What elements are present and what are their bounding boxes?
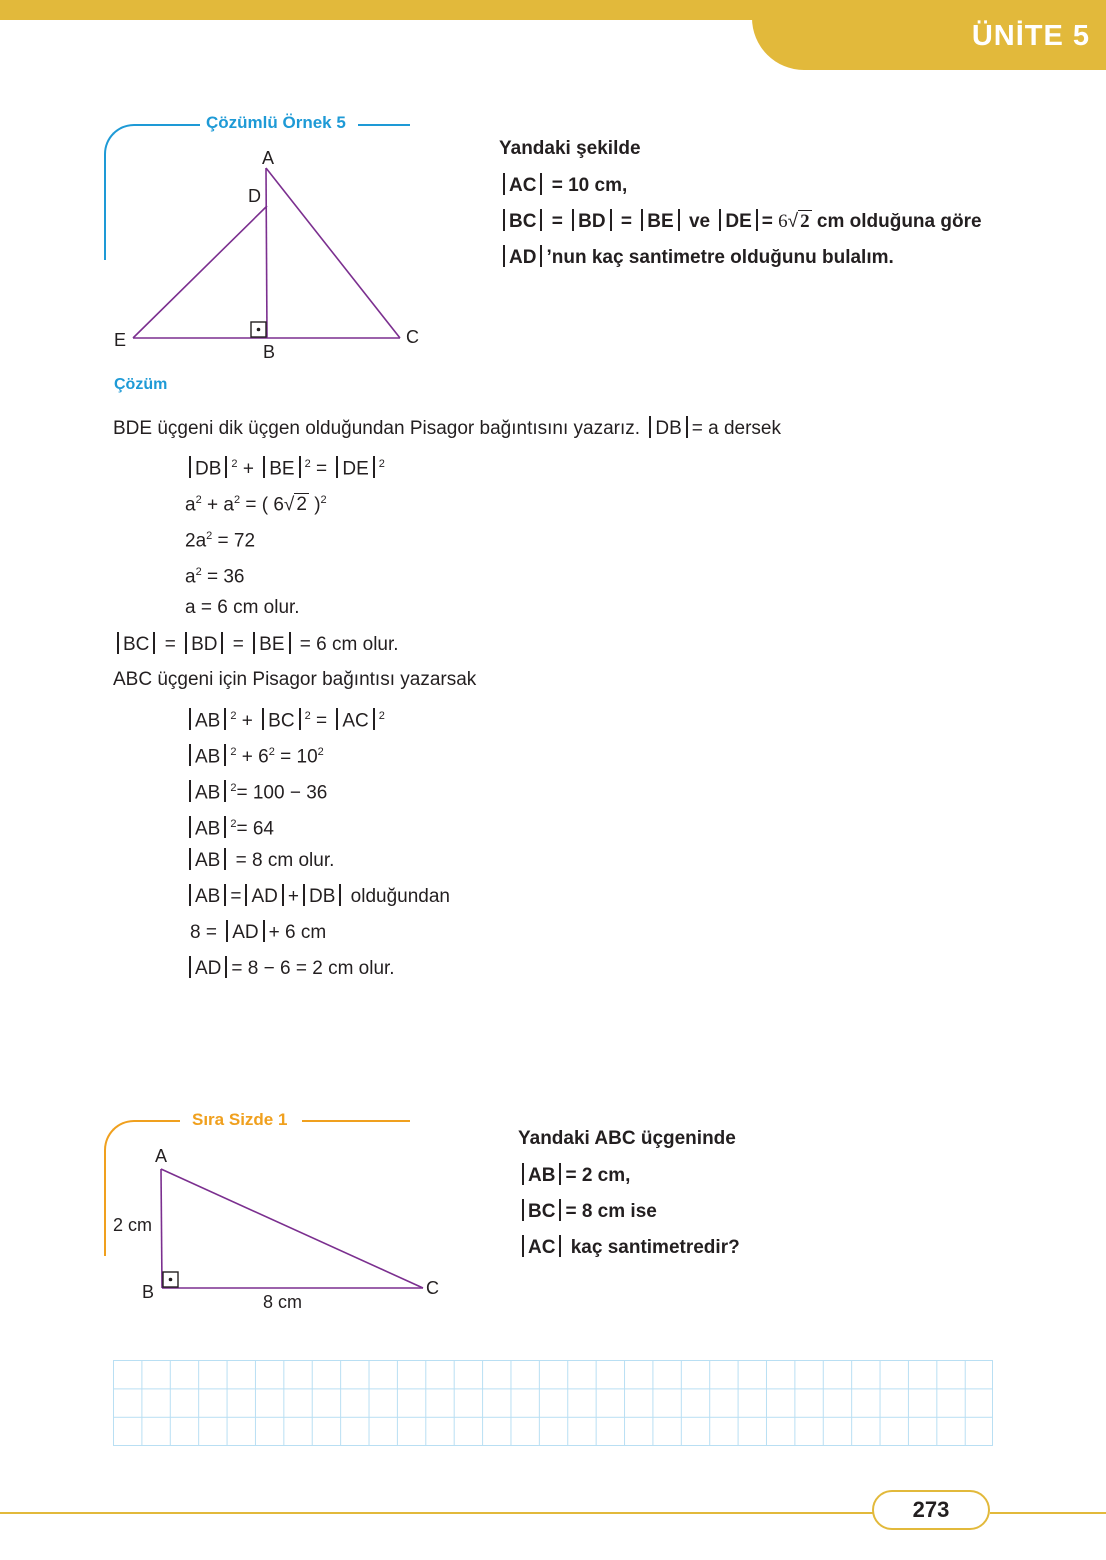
footer-rule-right	[990, 1512, 1106, 1514]
abs-bar	[540, 173, 542, 195]
exp: 2	[268, 746, 275, 758]
seg-ad: AD	[509, 247, 537, 268]
triangle-figure-exercise	[105, 1140, 455, 1320]
footer-rule-left	[0, 1512, 880, 1514]
abs-bar	[224, 848, 226, 870]
example-line2	[499, 173, 627, 198]
abs-bar	[503, 173, 505, 195]
step-14	[190, 920, 326, 945]
abs-bar	[224, 744, 226, 766]
page-number: 273	[872, 1490, 990, 1530]
de-radicand: 2	[800, 211, 810, 232]
abs-bar	[224, 780, 226, 802]
exercise-title: Sıra Sizde 1	[192, 1110, 288, 1129]
segment-ab	[161, 1169, 162, 1288]
abs-bar	[253, 632, 255, 654]
step-13	[185, 884, 450, 909]
abs-bar	[373, 708, 375, 730]
exp: 2	[304, 458, 311, 470]
step-11	[185, 812, 274, 841]
abs-bar	[503, 209, 505, 231]
solution-intro	[113, 416, 781, 441]
exercise-line3	[518, 1199, 657, 1224]
abs-bar	[678, 209, 680, 231]
exercise-line4	[518, 1235, 740, 1260]
result: = 64	[236, 818, 274, 840]
result: = 72	[212, 530, 256, 552]
label-a: A	[155, 1146, 168, 1166]
right-angle-dot	[257, 328, 261, 332]
seg-bc: BC	[528, 1201, 556, 1222]
abs-bar	[185, 632, 187, 654]
answer-grid[interactable]	[113, 1360, 993, 1446]
step-10	[185, 776, 327, 805]
abs-bar	[225, 956, 227, 978]
sqrt-icon: √	[787, 211, 799, 232]
seg: AB	[195, 782, 221, 804]
abs-bar	[299, 708, 301, 730]
seg: AB	[195, 850, 221, 871]
label-a: A	[262, 148, 275, 168]
label-bc-length: 8 cm	[263, 1292, 303, 1312]
example-line1: Yandaki şekilde	[499, 138, 641, 159]
plus: +	[242, 458, 254, 480]
exp: 2	[206, 530, 213, 542]
result: = 6 cm olur.	[299, 634, 399, 655]
abs-bar	[719, 209, 721, 231]
triangle-figure-example	[110, 140, 440, 370]
abs-bar	[522, 1235, 524, 1257]
example-line3	[499, 209, 982, 234]
exp: 2	[230, 818, 237, 830]
equals: =	[761, 211, 773, 232]
abs-bar	[226, 920, 228, 942]
example-title: Çözümlü Örnek 5	[206, 113, 346, 132]
abs-bar	[572, 209, 574, 231]
label-c: C	[406, 327, 419, 347]
term: a	[185, 494, 196, 516]
seg-ac: AC	[509, 175, 537, 196]
abs-bar	[225, 456, 227, 478]
seg: DB	[308, 886, 336, 907]
equals: =	[230, 886, 242, 907]
radicand: 2	[296, 494, 307, 516]
coef: 6	[273, 494, 284, 516]
abs-bar	[117, 632, 119, 654]
exp: 2	[378, 710, 385, 722]
seg: BE	[259, 634, 285, 655]
equals: =	[315, 458, 328, 480]
equals: =	[551, 211, 563, 232]
label-b: B	[142, 1282, 155, 1302]
abs-bar	[245, 884, 247, 906]
label-d: D	[248, 186, 261, 206]
equals: =	[315, 710, 328, 732]
question-text: ’nun kaç santimetre olduğunu bulalım.	[546, 247, 894, 268]
abs-bar	[189, 744, 191, 766]
segment-ab	[266, 168, 267, 338]
unit-title: ÜNİTE 5	[971, 20, 1090, 52]
equals: = (	[240, 494, 269, 516]
step-15	[185, 956, 395, 981]
seg-bd: BD	[578, 211, 606, 232]
plus: +	[241, 710, 253, 732]
abs-bar	[289, 632, 291, 654]
abs-bar	[686, 416, 688, 438]
seg-de: DE	[725, 211, 752, 232]
solution-title: Çözüm	[114, 376, 168, 393]
term: + 6	[236, 746, 269, 768]
seg: BC	[123, 634, 150, 655]
abs-bar	[756, 209, 758, 231]
sqrt-icon: √	[283, 494, 295, 516]
exercise-line2	[518, 1163, 630, 1188]
abs-bar	[224, 884, 226, 906]
abs-bar	[336, 456, 338, 478]
exp: 2	[231, 458, 238, 470]
result: + 6 cm	[268, 922, 327, 943]
abs-bar	[540, 209, 542, 231]
seg-be: BE	[647, 211, 674, 232]
abs-bar	[263, 920, 265, 942]
exp: 2	[230, 746, 237, 758]
seg: AB	[195, 818, 221, 840]
exp: 2	[320, 494, 327, 506]
abs-bar	[221, 632, 223, 654]
abs-bar	[540, 245, 542, 267]
term: 2a	[185, 530, 207, 552]
abs-bar	[189, 780, 191, 802]
label-c: C	[426, 1278, 439, 1298]
abs-bar	[189, 708, 191, 730]
abs-bar	[522, 1163, 524, 1185]
seg: AD	[232, 922, 259, 943]
abs-bar	[522, 1199, 524, 1221]
abs-bar	[559, 1199, 561, 1221]
abs-bar	[189, 848, 191, 870]
seg: DB	[195, 458, 222, 480]
abs-bar	[189, 816, 191, 838]
abs-bar	[282, 884, 284, 906]
exp: 2	[317, 746, 324, 758]
abs-bar	[189, 456, 191, 478]
tail-text: cm olduğuna göre	[816, 211, 982, 232]
seg: AD	[251, 886, 278, 907]
step-5: a = 6 cm olur.	[185, 597, 300, 618]
abs-bar	[503, 245, 505, 267]
equals: =	[164, 634, 176, 655]
result: = 100 − 36	[236, 782, 328, 804]
result: = 36	[201, 566, 245, 588]
tail-text: olduğundan	[350, 886, 450, 907]
exercise-line1: Yandaki ABC üçgeninde	[518, 1128, 736, 1149]
term: 8 =	[190, 922, 217, 943]
step-9	[185, 740, 324, 769]
exp: 2	[304, 710, 311, 722]
step-8	[185, 704, 385, 733]
result: = 8 − 6 = 2 cm olur.	[231, 958, 395, 979]
step-6	[113, 632, 399, 657]
step-1	[185, 452, 385, 481]
abs-bar	[262, 708, 264, 730]
paren: )	[314, 494, 321, 516]
seg: AB	[195, 710, 221, 732]
example-line4	[499, 245, 894, 270]
seg: BC	[268, 710, 295, 732]
seg-ab: AB	[528, 1165, 556, 1186]
bc-value: = 8 cm ise	[565, 1201, 657, 1222]
abs-bar	[303, 884, 305, 906]
step-3	[185, 524, 255, 553]
label-e: E	[114, 330, 127, 350]
example-title-rule-right	[358, 124, 410, 126]
abs-bar	[299, 456, 301, 478]
exp: 2	[230, 710, 237, 722]
seg: AC	[342, 710, 369, 732]
abs-bar	[153, 632, 155, 654]
exp: 2	[233, 494, 241, 506]
right-angle-dot	[169, 1278, 173, 1282]
abs-bar	[189, 884, 191, 906]
abs-bar	[263, 456, 265, 478]
equals: =	[620, 211, 632, 232]
abs-bar	[373, 456, 375, 478]
segment-ac	[161, 1169, 423, 1288]
result: = 8 cm olur.	[235, 850, 335, 871]
step-4	[185, 560, 245, 589]
abs-bar	[641, 209, 643, 231]
abs-bar	[610, 209, 612, 231]
intro-text: BDE üçgeni dik üçgen olduğundan Pisagor bağıntısını yazarız.	[113, 418, 641, 439]
abs-bar	[339, 884, 341, 906]
abs-bar	[649, 416, 651, 438]
plus: +	[287, 886, 299, 907]
ab-value: = 2 cm,	[565, 1165, 631, 1186]
seg-bc: BC	[509, 211, 537, 232]
exp: 2	[195, 566, 202, 578]
equals: =	[232, 634, 244, 655]
term: + a	[201, 494, 234, 516]
segment-ac	[266, 168, 400, 338]
abs-bar	[224, 816, 226, 838]
example-title-rule-left	[196, 124, 200, 126]
intro-tail: = a dersek	[691, 418, 781, 439]
exp: 2	[378, 458, 385, 470]
step-2	[185, 488, 327, 517]
result: = 10	[274, 746, 318, 768]
seg: BE	[269, 458, 295, 480]
step-7: ABC üçgeni için Pisagor bağıntısı yazarsak	[113, 669, 477, 690]
exp: 2	[195, 494, 202, 506]
word-ve: ve	[688, 211, 711, 232]
de-coef: 6	[778, 211, 788, 232]
abs-bar	[559, 1163, 561, 1185]
seg: BD	[191, 634, 218, 655]
seg-db: DB	[655, 418, 682, 439]
question-text: kaç santimetredir?	[570, 1237, 740, 1258]
seg-ac: AC	[528, 1237, 556, 1258]
segment-ed	[133, 206, 267, 338]
seg: AD	[195, 958, 222, 979]
term: a	[185, 566, 196, 588]
seg: AB	[195, 886, 221, 907]
exp: 2	[230, 782, 237, 794]
ac-value: = 10 cm,	[551, 175, 628, 196]
abs-bar	[559, 1235, 561, 1257]
abs-bar	[224, 708, 226, 730]
abs-bar	[189, 956, 191, 978]
label-ab-length: 2 cm	[113, 1215, 153, 1235]
abs-bar	[336, 708, 338, 730]
step-12	[185, 848, 334, 873]
label-b: B	[263, 342, 276, 362]
exercise-title-rule	[302, 1120, 410, 1122]
seg: DE	[342, 458, 369, 480]
seg: AB	[195, 746, 221, 768]
